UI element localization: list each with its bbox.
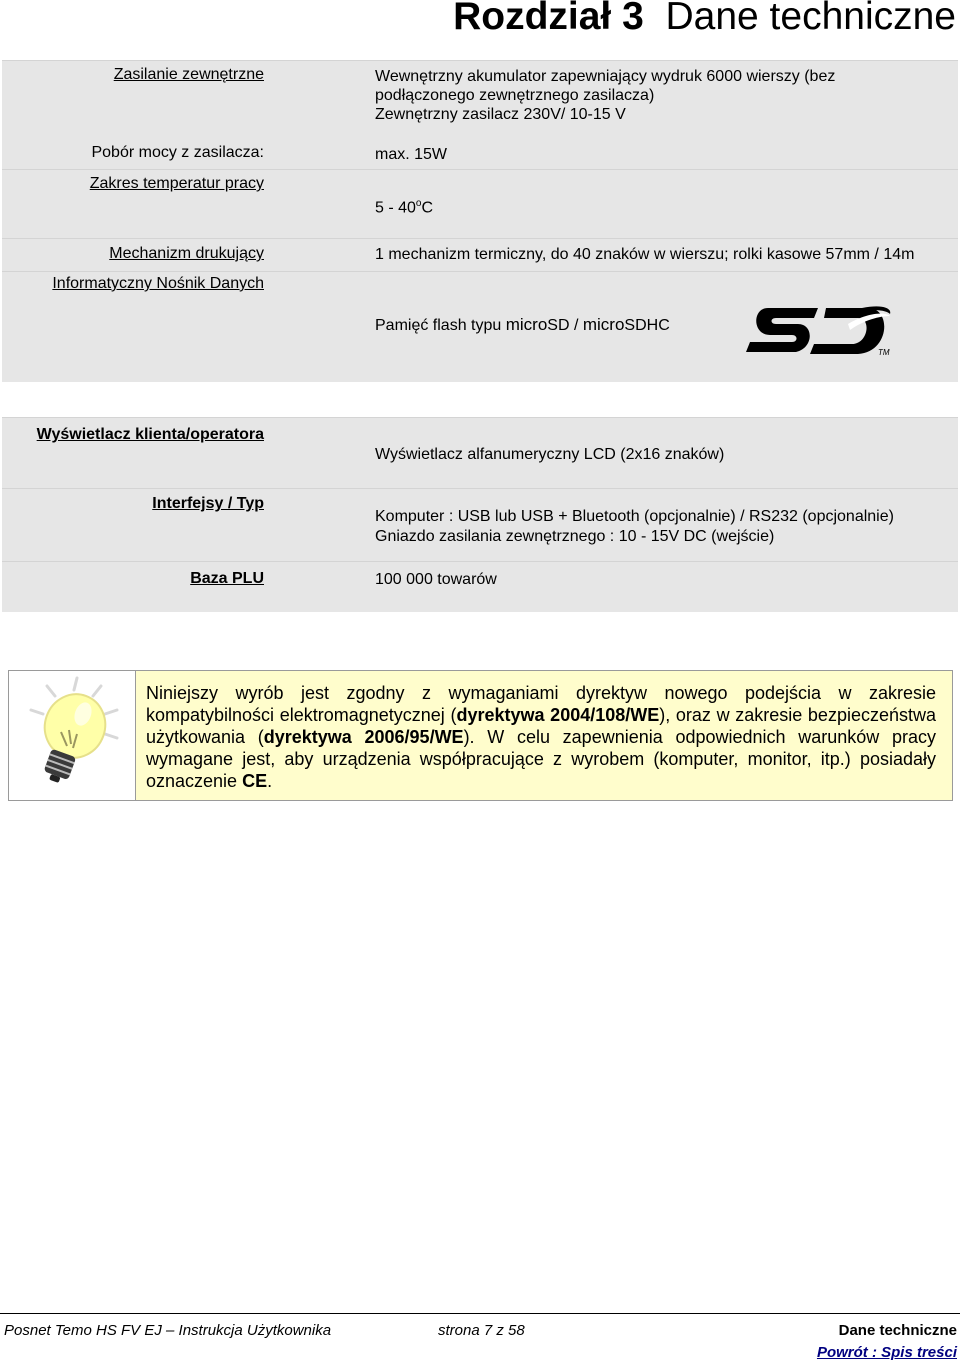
display-label: Wyświetlacz klienta/operatora: [36, 426, 264, 443]
note-text-3: ). W celu zapewnienia odpowiednich warunków pracy wymagane jest, aby urządzenia współpracujące z wyrobem (komputer, monitor, itp.) posiadały oznaczenie: [146, 727, 936, 791]
degree-sup: o: [415, 198, 422, 209]
note-text-2: ), oraz w zakresie bezpieczeństwa użytkowania (: [146, 705, 936, 747]
interfaces-value-line1: Komputer : USB lub USB + Bluetooth (opcjonalnie) / RS232 (opcjonalnie): [375, 508, 894, 525]
note-text-1: Niniejszy wyrób jest zgodny z wymaganiami dyrektyw nowego podejścia w zakresie kompatybilności elektromagnetycznej (: [146, 683, 936, 725]
storage-micro-2: micro: [582, 315, 625, 334]
display-value: Wyświetlacz alfanumeryczny LCD (2x16 znaków): [375, 446, 725, 463]
interfaces-value-line2: Gniazdo zasilania zewnętrznego : 10 - 15V DC (wejście): [375, 528, 775, 545]
chapter-number: Rozdział 3: [453, 0, 644, 38]
compliance-note-text: [146, 682, 936, 792]
temperature-label: Zakres temperatur pracy: [89, 175, 264, 192]
ce-mark-text: CE: [242, 771, 268, 791]
storage-sdhc: SDHC: [624, 317, 670, 334]
footer-rule: [0, 1313, 960, 1314]
note-text-4: .: [267, 771, 273, 791]
chapter-title: Dane techniczne: [665, 0, 956, 38]
temperature-value: [375, 194, 433, 217]
footer-section: Dane techniczne: [838, 1322, 957, 1339]
mechanism-label: Mechanizm drukujący: [109, 245, 264, 262]
sd-card-logo: [740, 302, 900, 364]
plu-label: Baza PLU: [190, 570, 264, 587]
lightbulb-icon: [19, 676, 129, 796]
power-value-line2: podłączonego zewnętrznego zasilacza): [375, 87, 655, 104]
power-value-line1: Wewnętrzny akumulator zapewniający wydruk 6000 wierszy (bez: [375, 68, 836, 85]
directive-lvd: dyrektywa 2006/95/WE: [263, 727, 464, 747]
footer-doc-title: Posnet Temo HS FV EJ – Instrukcja Użytkownika: [4, 1322, 332, 1339]
power-value-line3: Zewnętrzny zasilacz 230V/ 10-15 V: [375, 106, 626, 123]
interfaces-label: Interfejsy / Typ: [152, 495, 264, 512]
note-icon-cell: [9, 671, 136, 800]
footer-page-number: strona 7 z 58: [438, 1322, 525, 1339]
mechanism-value: 1 mechanizm termiczny, do 40 znaków w wierszu; rolki kasowe 57mm / 14m: [375, 246, 915, 263]
storage-label: Informatyczny Nośnik Danych: [52, 275, 264, 292]
consumption-label: Pobór mocy z zasilacza:: [91, 144, 264, 161]
power-label: Zasilanie zewnętrzne: [113, 66, 264, 83]
compliance-note: [8, 670, 953, 801]
temperature-unit: C: [421, 199, 434, 217]
temperature-range: 5 - 40: [375, 199, 416, 217]
storage-value: [375, 315, 670, 335]
trademark-mark: TM: [878, 348, 890, 357]
storage-sd: SD /: [547, 317, 583, 334]
chapter-heading: [453, 0, 956, 42]
storage-prefix: Pamięć flash typu: [375, 317, 506, 334]
plu-value: 100 000 towarów: [375, 571, 497, 588]
directive-emc: dyrektywa 2004/108/WE: [456, 705, 660, 725]
consumption-value: max. 15W: [375, 146, 448, 163]
back-to-toc-link[interactable]: Powrót : Spis treści: [816, 1344, 957, 1361]
storage-micro-1: micro: [505, 315, 548, 334]
